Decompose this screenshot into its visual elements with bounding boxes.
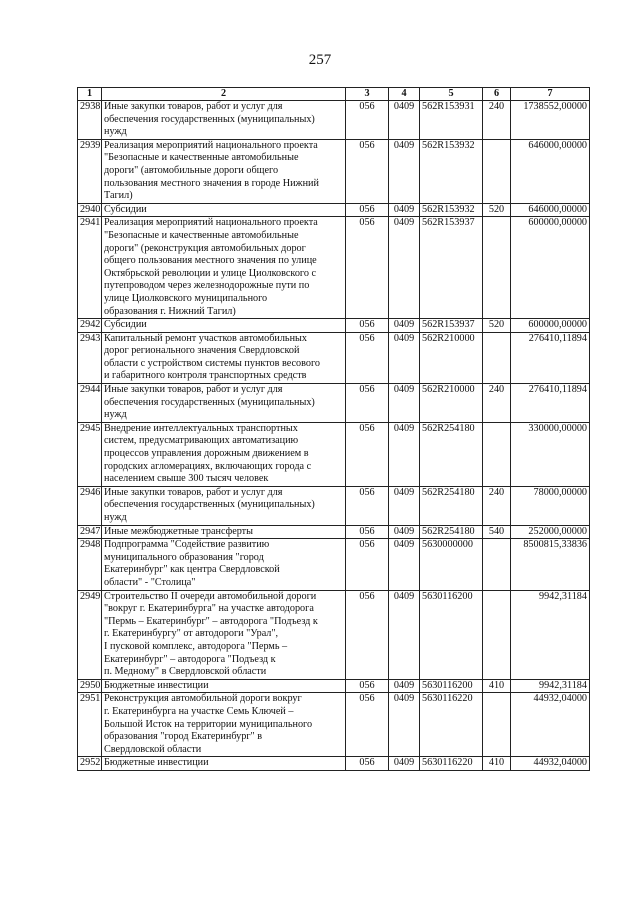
row-number: 2940 (78, 203, 102, 217)
row-number: 2941 (78, 217, 102, 319)
expense-name-line: Внедрение интеллектуальных транспортных (104, 422, 298, 434)
expense-name-line: области с устройством системы пунктов весового (104, 357, 320, 369)
table-row (78, 422, 590, 486)
expense-name (102, 384, 346, 423)
expense-name-line: Иные закупки товаров, работ и услуг для (104, 486, 283, 498)
table-row (78, 139, 590, 203)
expense-name (102, 486, 346, 525)
expense-name-line: Капитальный ремонт участков автомобильных (104, 332, 307, 344)
target-article-code: 562R254180 (420, 422, 483, 486)
section-code: 0409 (389, 217, 420, 319)
table-row (78, 332, 590, 383)
expense-type-code (483, 217, 511, 319)
expense-name (102, 757, 346, 771)
department-code: 056 (346, 139, 389, 203)
expense-name-line: обеспечения государственных (муниципальных) (104, 396, 315, 408)
expense-name-line: Иные межбюджетные трансферты (104, 525, 253, 537)
expense-name (102, 217, 346, 319)
section-code: 0409 (389, 139, 420, 203)
expense-name-line: общего пользования местного значения по улице (104, 255, 317, 267)
section-code: 0409 (389, 319, 420, 333)
header-row (78, 88, 590, 101)
column-header: 2 (102, 88, 346, 101)
expense-name (102, 693, 346, 757)
row-number: 2952 (78, 757, 102, 771)
amount: 9942,31184 (511, 590, 590, 679)
section-code: 0409 (389, 525, 420, 539)
expense-name-line: систем, предусматривающих автоматизацию (104, 435, 299, 447)
department-code: 056 (346, 679, 389, 693)
expense-name-line: Бюджетные инвестиции (104, 757, 209, 769)
table-row (78, 384, 590, 423)
row-number: 2948 (78, 539, 102, 590)
expense-name-line: Тагил) (104, 190, 133, 202)
expense-name-line: процессов управления дорожным движением в (104, 448, 309, 460)
amount: 646000,00000 (511, 203, 590, 217)
table-row (78, 217, 590, 319)
expense-name-line: "вокруг г. Екатеринбурга" на участке автодорога (104, 603, 314, 615)
table-body (78, 101, 590, 771)
column-header: 4 (389, 88, 420, 101)
section-code: 0409 (389, 203, 420, 217)
department-code: 056 (346, 384, 389, 423)
table-row (78, 319, 590, 333)
amount: 78000,00000 (511, 486, 590, 525)
expense-type-code: 240 (483, 486, 511, 525)
column-header: 5 (420, 88, 483, 101)
expense-type-code (483, 422, 511, 486)
expense-name-line: образования "город Екатеринбург" в (104, 731, 263, 743)
expense-name-line: пользования местного значения в городе Нижний (104, 177, 319, 189)
table-row (78, 203, 590, 217)
expense-name-line: Реализация мероприятий национального проекта (104, 217, 318, 229)
department-code: 056 (346, 101, 389, 140)
expense-name-line: дорог регионального значения Свердловской (104, 345, 300, 357)
target-article-code: 5630000000 (420, 539, 483, 590)
expense-name-line: "Безопасные и качественные автомобильные (104, 152, 299, 164)
expense-name-line: путепроводом через железнодорожные пути по (104, 280, 310, 292)
expense-name-line: "Пермь – Екатеринбург" – автодорога "Подъезд к (104, 615, 318, 627)
section-code: 0409 (389, 590, 420, 679)
expense-type-code (483, 139, 511, 203)
table-row (78, 486, 590, 525)
expense-name-line: "Безопасные и качественные автомобильные (104, 229, 299, 241)
section-code: 0409 (389, 539, 420, 590)
amount: 1738552,00000 (511, 101, 590, 140)
expense-name-line: нужд (104, 512, 127, 523)
expense-name-line: и габаритного контроля транспортных средств (104, 370, 307, 382)
expense-name (102, 539, 346, 590)
department-code: 056 (346, 539, 389, 590)
amount: 252000,00000 (511, 525, 590, 539)
table-row (78, 590, 590, 679)
row-number: 2949 (78, 590, 102, 679)
column-header: 6 (483, 88, 511, 101)
target-article-code: 562R153931 (420, 101, 483, 140)
row-number: 2951 (78, 693, 102, 757)
department-code: 056 (346, 319, 389, 333)
column-header: 3 (346, 88, 389, 101)
expense-name-line: Реконструкция автомобильной дороги вокруг (104, 693, 302, 705)
department-code: 056 (346, 203, 389, 217)
target-article-code: 562R153937 (420, 217, 483, 319)
expense-type-code: 410 (483, 679, 511, 693)
expense-name-line: городских агломерациях, включающих города с (104, 460, 312, 472)
expense-name-line: Екатеринбург" – автодорога "Подъезд к (104, 653, 276, 665)
expense-name-line: Реализация мероприятий национального проекта (104, 139, 318, 151)
expense-name-line: Субсидии (104, 319, 147, 331)
expense-type-code: 540 (483, 525, 511, 539)
expense-name-line: Октябрьской революции и улице Циолковского с (104, 267, 317, 279)
department-code: 056 (346, 693, 389, 757)
target-article-code: 5630116220 (420, 693, 483, 757)
target-article-code: 562R153937 (420, 319, 483, 333)
target-article-code: 562R153932 (420, 139, 483, 203)
row-number: 2950 (78, 679, 102, 693)
expense-name-line: г. Екатеринбургу" от автодороги "Урал", (104, 628, 279, 640)
expense-type-code: 240 (483, 384, 511, 423)
section-code: 0409 (389, 679, 420, 693)
expense-name-line: образования г. Нижний Тагил) (104, 305, 236, 317)
budget-table (77, 87, 590, 771)
department-code: 056 (346, 486, 389, 525)
amount: 276410,11894 (511, 384, 590, 423)
expense-name-line: населением свыше 300 тысяч человек (104, 473, 269, 485)
expense-name-line: Субсидии (104, 203, 147, 215)
department-code: 056 (346, 217, 389, 319)
expense-name-line: нужд (104, 126, 127, 138)
expense-name (102, 139, 346, 203)
column-header: 1 (78, 88, 102, 101)
row-number: 2942 (78, 319, 102, 333)
expense-name-line: дороги" (реконструкция автомобильных дорог (104, 242, 306, 254)
table-row (78, 539, 590, 590)
department-code: 056 (346, 525, 389, 539)
expense-name (102, 319, 346, 333)
expense-name-line: дороги" (автомобильные дороги общего (104, 164, 279, 176)
expense-name-line: Бюджетные инвестиции (104, 679, 209, 691)
expense-name-line: Строительство II очереди автомобильной дороги (104, 590, 317, 602)
section-code: 0409 (389, 693, 420, 757)
amount: 276410,11894 (511, 332, 590, 383)
expense-name-line: Большой Исток на территории муниципального (104, 718, 313, 730)
section-code: 0409 (389, 101, 420, 140)
target-article-code: 5630116200 (420, 590, 483, 679)
expense-name-line: Иные закупки товаров, работ и услуг для (104, 384, 283, 396)
page-number: 257 (308, 52, 332, 68)
expense-type-code: 520 (483, 319, 511, 333)
amount: 8500815,33836 (511, 539, 590, 590)
department-code: 056 (346, 590, 389, 679)
expense-name-line: I пусковой комплекс, автодорога "Пермь – (104, 640, 288, 652)
amount: 646000,00000 (511, 139, 590, 203)
expense-name-line: нужд (104, 409, 127, 421)
expense-type-code (483, 590, 511, 679)
row-number: 2943 (78, 332, 102, 383)
expense-name-line: обеспечения государственных (муниципальных) (104, 113, 315, 125)
expense-type-code (483, 332, 511, 383)
expense-name (102, 422, 346, 486)
target-article-code: 562R210000 (420, 332, 483, 383)
amount: 9942,31184 (511, 679, 590, 693)
row-number: 2939 (78, 139, 102, 203)
expense-name-line: области" - "Столица" (104, 576, 196, 588)
expense-type-code: 240 (483, 101, 511, 140)
row-number: 2945 (78, 422, 102, 486)
expense-name-line: Иные закупки товаров, работ и услуг для (104, 101, 283, 112)
expense-name-line: улице Циолковского муниципального (104, 292, 268, 304)
expense-name (102, 203, 346, 217)
target-article-code: 5630116200 (420, 679, 483, 693)
amount: 600000,00000 (511, 319, 590, 333)
column-header: 7 (511, 88, 590, 101)
expense-name (102, 679, 346, 693)
table-row (78, 679, 590, 693)
expense-name-line: обеспечения государственных (муниципальных) (104, 499, 315, 511)
department-code: 056 (346, 332, 389, 383)
row-number: 2938 (78, 101, 102, 140)
department-code: 056 (346, 422, 389, 486)
expense-type-code (483, 539, 511, 590)
section-code: 0409 (389, 422, 420, 486)
amount: 44932,04000 (511, 693, 590, 757)
section-code: 0409 (389, 486, 420, 525)
department-code: 056 (346, 757, 389, 771)
expense-type-code: 520 (483, 203, 511, 217)
target-article-code: 562R210000 (420, 384, 483, 423)
table-row (78, 525, 590, 539)
expense-name-line: Екатеринбург" как центра Свердловской (104, 564, 280, 576)
row-number: 2947 (78, 525, 102, 539)
amount: 44932,04000 (511, 757, 590, 771)
expense-name (102, 332, 346, 383)
table-row (78, 757, 590, 771)
amount: 330000,00000 (511, 422, 590, 486)
expense-name-line: Подпрограмма "Содействие развитию (104, 539, 270, 551)
expense-type-code (483, 693, 511, 757)
expense-name (102, 525, 346, 539)
row-number: 2946 (78, 486, 102, 525)
target-article-code: 562R254180 (420, 486, 483, 525)
section-code: 0409 (389, 757, 420, 771)
table-row (78, 101, 590, 140)
expense-name-line: Свердловской области (104, 743, 202, 755)
table-row (78, 693, 590, 757)
expense-name-line: муниципального образования "город (104, 551, 264, 563)
expense-name (102, 590, 346, 679)
expense-name-line: п. Медному" в Свердловской области (104, 666, 267, 678)
target-article-code: 5630116220 (420, 757, 483, 771)
target-article-code: 562R153932 (420, 203, 483, 217)
section-code: 0409 (389, 384, 420, 423)
row-number: 2944 (78, 384, 102, 423)
target-article-code: 562R254180 (420, 525, 483, 539)
expense-name-line: г. Екатеринбурга на участке Семь Ключей – (104, 705, 294, 717)
expense-type-code: 410 (483, 757, 511, 771)
expense-name (102, 101, 346, 140)
amount: 600000,00000 (511, 217, 590, 319)
section-code: 0409 (389, 332, 420, 383)
